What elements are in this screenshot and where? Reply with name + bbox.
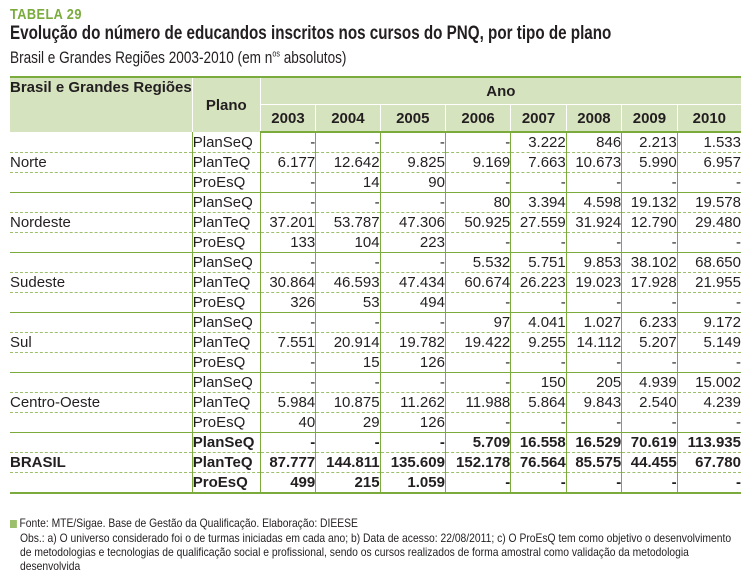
header-year: 2009 [622, 105, 677, 133]
value-cell: 15.002 [677, 373, 741, 393]
value-cell: 9.853 [566, 253, 621, 273]
value-cell: - [566, 173, 621, 193]
value-cell: - [511, 353, 566, 373]
value-cell: 11.262 [380, 393, 445, 413]
subtitle-superscript: os [272, 48, 280, 59]
plan-name: ProEsQ [192, 413, 260, 433]
subtitle-pre: Brasil e Grandes Regiões 2003-2010 (em n [10, 48, 273, 67]
table-row [10, 413, 741, 433]
value-cell: - [380, 433, 445, 453]
plan-name: ProEsQ [192, 473, 260, 494]
table-row [10, 173, 741, 193]
value-cell: 5.709 [445, 433, 510, 453]
value-cell: - [677, 293, 741, 313]
value-cell: - [511, 293, 566, 313]
value-cell: 223 [380, 233, 445, 253]
header-region: Brasil e Grandes Regiões [10, 77, 192, 132]
source-text: Fonte: MTE/Sigae. Base de Gestão da Qualificação. Elaboração: DIEESE [19, 516, 358, 530]
value-cell: 19.782 [380, 333, 445, 353]
value-cell: 26.223 [511, 273, 566, 293]
table-row [10, 193, 741, 213]
value-cell: 12.790 [622, 213, 677, 233]
value-cell: - [316, 253, 380, 273]
value-cell: 3.222 [511, 132, 566, 153]
value-cell: 87.777 [260, 453, 315, 473]
region-name: Centro-Oeste [10, 393, 192, 413]
table-row [10, 313, 741, 333]
value-cell: - [511, 233, 566, 253]
plan-name: PlanTeQ [192, 333, 260, 353]
value-cell: 135.609 [380, 453, 445, 473]
value-cell: 47.434 [380, 273, 445, 293]
value-cell: 29.480 [677, 213, 741, 233]
value-cell: - [677, 413, 741, 433]
value-cell: - [260, 193, 315, 213]
value-cell: 19.023 [566, 273, 621, 293]
value-cell: - [260, 132, 315, 153]
value-cell: - [445, 373, 510, 393]
value-cell: 4.041 [511, 313, 566, 333]
value-cell: 846 [566, 132, 621, 153]
header-year: 2008 [566, 105, 621, 133]
value-cell: 9.255 [511, 333, 566, 353]
value-cell: 2.540 [622, 393, 677, 413]
value-cell: - [566, 413, 621, 433]
plan-name: PlanSeQ [192, 132, 260, 153]
value-cell: - [677, 473, 741, 494]
table-row [10, 153, 741, 173]
region-cell [10, 433, 192, 453]
value-cell: 5.751 [511, 253, 566, 273]
value-cell: 326 [260, 293, 315, 313]
region-cell [10, 353, 192, 373]
value-cell: - [316, 373, 380, 393]
value-cell: - [445, 413, 510, 433]
value-cell: - [260, 373, 315, 393]
region-cell [10, 413, 192, 433]
source-square-icon [10, 520, 17, 528]
value-cell: 14.112 [566, 333, 621, 353]
value-cell: 7.551 [260, 333, 315, 353]
header-year: 2005 [380, 105, 445, 133]
value-cell: 6.233 [622, 313, 677, 333]
value-cell: - [316, 313, 380, 333]
table-row [10, 433, 741, 453]
value-cell: 16.529 [566, 433, 621, 453]
value-cell: 29 [316, 413, 380, 433]
value-cell: - [380, 253, 445, 273]
value-cell: 10.673 [566, 153, 621, 173]
value-cell: 494 [380, 293, 445, 313]
value-cell: 133 [260, 233, 315, 253]
value-cell: 5.990 [622, 153, 677, 173]
header-year-group: Ano [260, 77, 741, 105]
table-row [10, 373, 741, 393]
header-plan: Plano [192, 77, 260, 132]
value-cell: 499 [260, 473, 315, 494]
value-cell: 27.559 [511, 213, 566, 233]
value-cell: - [566, 473, 621, 494]
value-cell: 68.650 [677, 253, 741, 273]
value-cell: 10.875 [316, 393, 380, 413]
table-row [10, 132, 741, 153]
plan-name: PlanSeQ [192, 253, 260, 273]
value-cell: 53 [316, 293, 380, 313]
value-cell: - [260, 353, 315, 373]
value-cell: 20.914 [316, 333, 380, 353]
value-cell: - [622, 173, 677, 193]
value-cell: 46.593 [316, 273, 380, 293]
region-cell [10, 253, 192, 273]
value-cell: 31.924 [566, 213, 621, 233]
header-year: 2003 [260, 105, 315, 133]
value-cell: 19.578 [677, 193, 741, 213]
value-cell: 47.306 [380, 213, 445, 233]
value-cell: 4.598 [566, 193, 621, 213]
value-cell: - [445, 293, 510, 313]
value-cell: 1.027 [566, 313, 621, 333]
value-cell: - [622, 233, 677, 253]
value-cell: 44.455 [622, 453, 677, 473]
table-row [10, 473, 741, 494]
header-year: 2006 [445, 105, 510, 133]
value-cell: - [511, 473, 566, 494]
plan-name: PlanTeQ [192, 213, 260, 233]
plan-name: PlanTeQ [192, 273, 260, 293]
table-row [10, 353, 741, 373]
value-cell: 9.172 [677, 313, 741, 333]
value-cell: - [260, 253, 315, 273]
value-cell: 85.575 [566, 453, 621, 473]
region-cell [10, 132, 192, 153]
value-cell: 152.178 [445, 453, 510, 473]
value-cell: 80 [445, 193, 510, 213]
table-row [10, 393, 741, 413]
value-cell: 3.394 [511, 193, 566, 213]
value-cell: - [260, 313, 315, 333]
value-cell: - [380, 373, 445, 393]
region-cell [10, 373, 192, 393]
value-cell: 9.843 [566, 393, 621, 413]
region-cell [10, 173, 192, 193]
value-cell: 215 [316, 473, 380, 494]
value-cell: 11.988 [445, 393, 510, 413]
value-cell: 97 [445, 313, 510, 333]
value-cell: 19.132 [622, 193, 677, 213]
value-cell: - [622, 353, 677, 373]
table-row [10, 273, 741, 293]
value-cell: 17.928 [622, 273, 677, 293]
header-year: 2007 [511, 105, 566, 133]
region-name: Sudeste [10, 273, 192, 293]
value-cell: 4.939 [622, 373, 677, 393]
table-label: TABELA 29 [10, 6, 82, 23]
plan-name: ProEsQ [192, 173, 260, 193]
table-row [10, 213, 741, 233]
region-cell [10, 293, 192, 313]
value-cell: - [622, 413, 677, 433]
plan-name: ProEsQ [192, 233, 260, 253]
value-cell: 53.787 [316, 213, 380, 233]
value-cell: 205 [566, 373, 621, 393]
region-name: Norte [10, 153, 192, 173]
value-cell: - [566, 293, 621, 313]
value-cell: - [445, 132, 510, 153]
value-cell: - [566, 353, 621, 373]
region-name: BRASIL [10, 453, 192, 473]
value-cell: - [445, 353, 510, 373]
value-cell: 5.864 [511, 393, 566, 413]
table-row [10, 333, 741, 353]
region-cell [10, 473, 192, 494]
value-cell: - [566, 233, 621, 253]
value-cell: 144.811 [316, 453, 380, 473]
value-cell: 126 [380, 353, 445, 373]
region-cell [10, 313, 192, 333]
value-cell: 70.619 [622, 433, 677, 453]
region-cell [10, 193, 192, 213]
value-cell: 9.169 [445, 153, 510, 173]
value-cell: 40 [260, 413, 315, 433]
value-cell: 113.935 [677, 433, 741, 453]
region-name: Sul [10, 333, 192, 353]
value-cell: 16.558 [511, 433, 566, 453]
table-subtitle [10, 48, 346, 68]
value-cell: 37.201 [260, 213, 315, 233]
value-cell: 6.957 [677, 153, 741, 173]
value-cell: 19.422 [445, 333, 510, 353]
value-cell: 90 [380, 173, 445, 193]
value-cell: 5.984 [260, 393, 315, 413]
value-cell: 5.532 [445, 253, 510, 273]
value-cell: - [622, 293, 677, 313]
value-cell: 12.642 [316, 153, 380, 173]
value-cell: 4.239 [677, 393, 741, 413]
plan-name: PlanTeQ [192, 453, 260, 473]
value-cell: - [511, 173, 566, 193]
plan-name: PlanSeQ [192, 373, 260, 393]
value-cell: - [677, 173, 741, 193]
value-cell: 21.955 [677, 273, 741, 293]
observation-note: Obs.: a) O universo considerado foi o de turmas iniciadas em cada ano; b) Data de acesso: 22/08/2011; c) O ProEsQ tem como objetivo o desenvolvimento de metodologias e tecnologias de qualificação social e profissional, sendo os cursos realizados de forma amostral como validação da metodologia desenvolvida [20, 531, 732, 573]
plan-name: PlanSeQ [192, 193, 260, 213]
value-cell: - [260, 433, 315, 453]
value-cell: 2.213 [622, 132, 677, 153]
header-year: 2010 [677, 105, 741, 133]
value-cell: 150 [511, 373, 566, 393]
value-cell: - [622, 473, 677, 494]
value-cell: - [316, 193, 380, 213]
plan-name: PlanSeQ [192, 313, 260, 333]
value-cell: - [380, 313, 445, 333]
table-row [10, 453, 741, 473]
value-cell: - [677, 233, 741, 253]
plan-name: ProEsQ [192, 293, 260, 313]
value-cell: 30.864 [260, 273, 315, 293]
plan-name: PlanTeQ [192, 153, 260, 173]
value-cell: 126 [380, 413, 445, 433]
table-row [10, 233, 741, 253]
value-cell: 60.674 [445, 273, 510, 293]
table-row [10, 253, 741, 273]
region-cell [10, 233, 192, 253]
value-cell: 76.564 [511, 453, 566, 473]
value-cell: 38.102 [622, 253, 677, 273]
value-cell: 50.925 [445, 213, 510, 233]
value-cell: - [260, 173, 315, 193]
value-cell: - [316, 132, 380, 153]
value-cell: 14 [316, 173, 380, 193]
header-year: 2004 [316, 105, 380, 133]
data-table [10, 76, 741, 494]
value-cell: 67.780 [677, 453, 741, 473]
value-cell: 5.149 [677, 333, 741, 353]
value-cell: - [316, 433, 380, 453]
value-cell: 7.663 [511, 153, 566, 173]
value-cell: - [380, 193, 445, 213]
value-cell: 1.059 [380, 473, 445, 494]
table-row [10, 293, 741, 313]
value-cell: 9.825 [380, 153, 445, 173]
region-name: Nordeste [10, 213, 192, 233]
value-cell: 6.177 [260, 153, 315, 173]
plan-name: PlanTeQ [192, 393, 260, 413]
value-cell: - [511, 413, 566, 433]
subtitle-post: absolutos) [279, 48, 347, 67]
table-title: Evolução do número de educandos inscritos nos cursos do PNQ, por tipo de plano [10, 23, 612, 44]
value-cell: - [445, 473, 510, 494]
value-cell: - [380, 132, 445, 153]
value-cell: - [677, 353, 741, 373]
value-cell: 104 [316, 233, 380, 253]
value-cell: 1.533 [677, 132, 741, 153]
plan-name: ProEsQ [192, 353, 260, 373]
value-cell: 5.207 [622, 333, 677, 353]
plan-name: PlanSeQ [192, 433, 260, 453]
source-note [10, 516, 358, 530]
value-cell: 15 [316, 353, 380, 373]
value-cell: - [445, 233, 510, 253]
value-cell: - [445, 173, 510, 193]
